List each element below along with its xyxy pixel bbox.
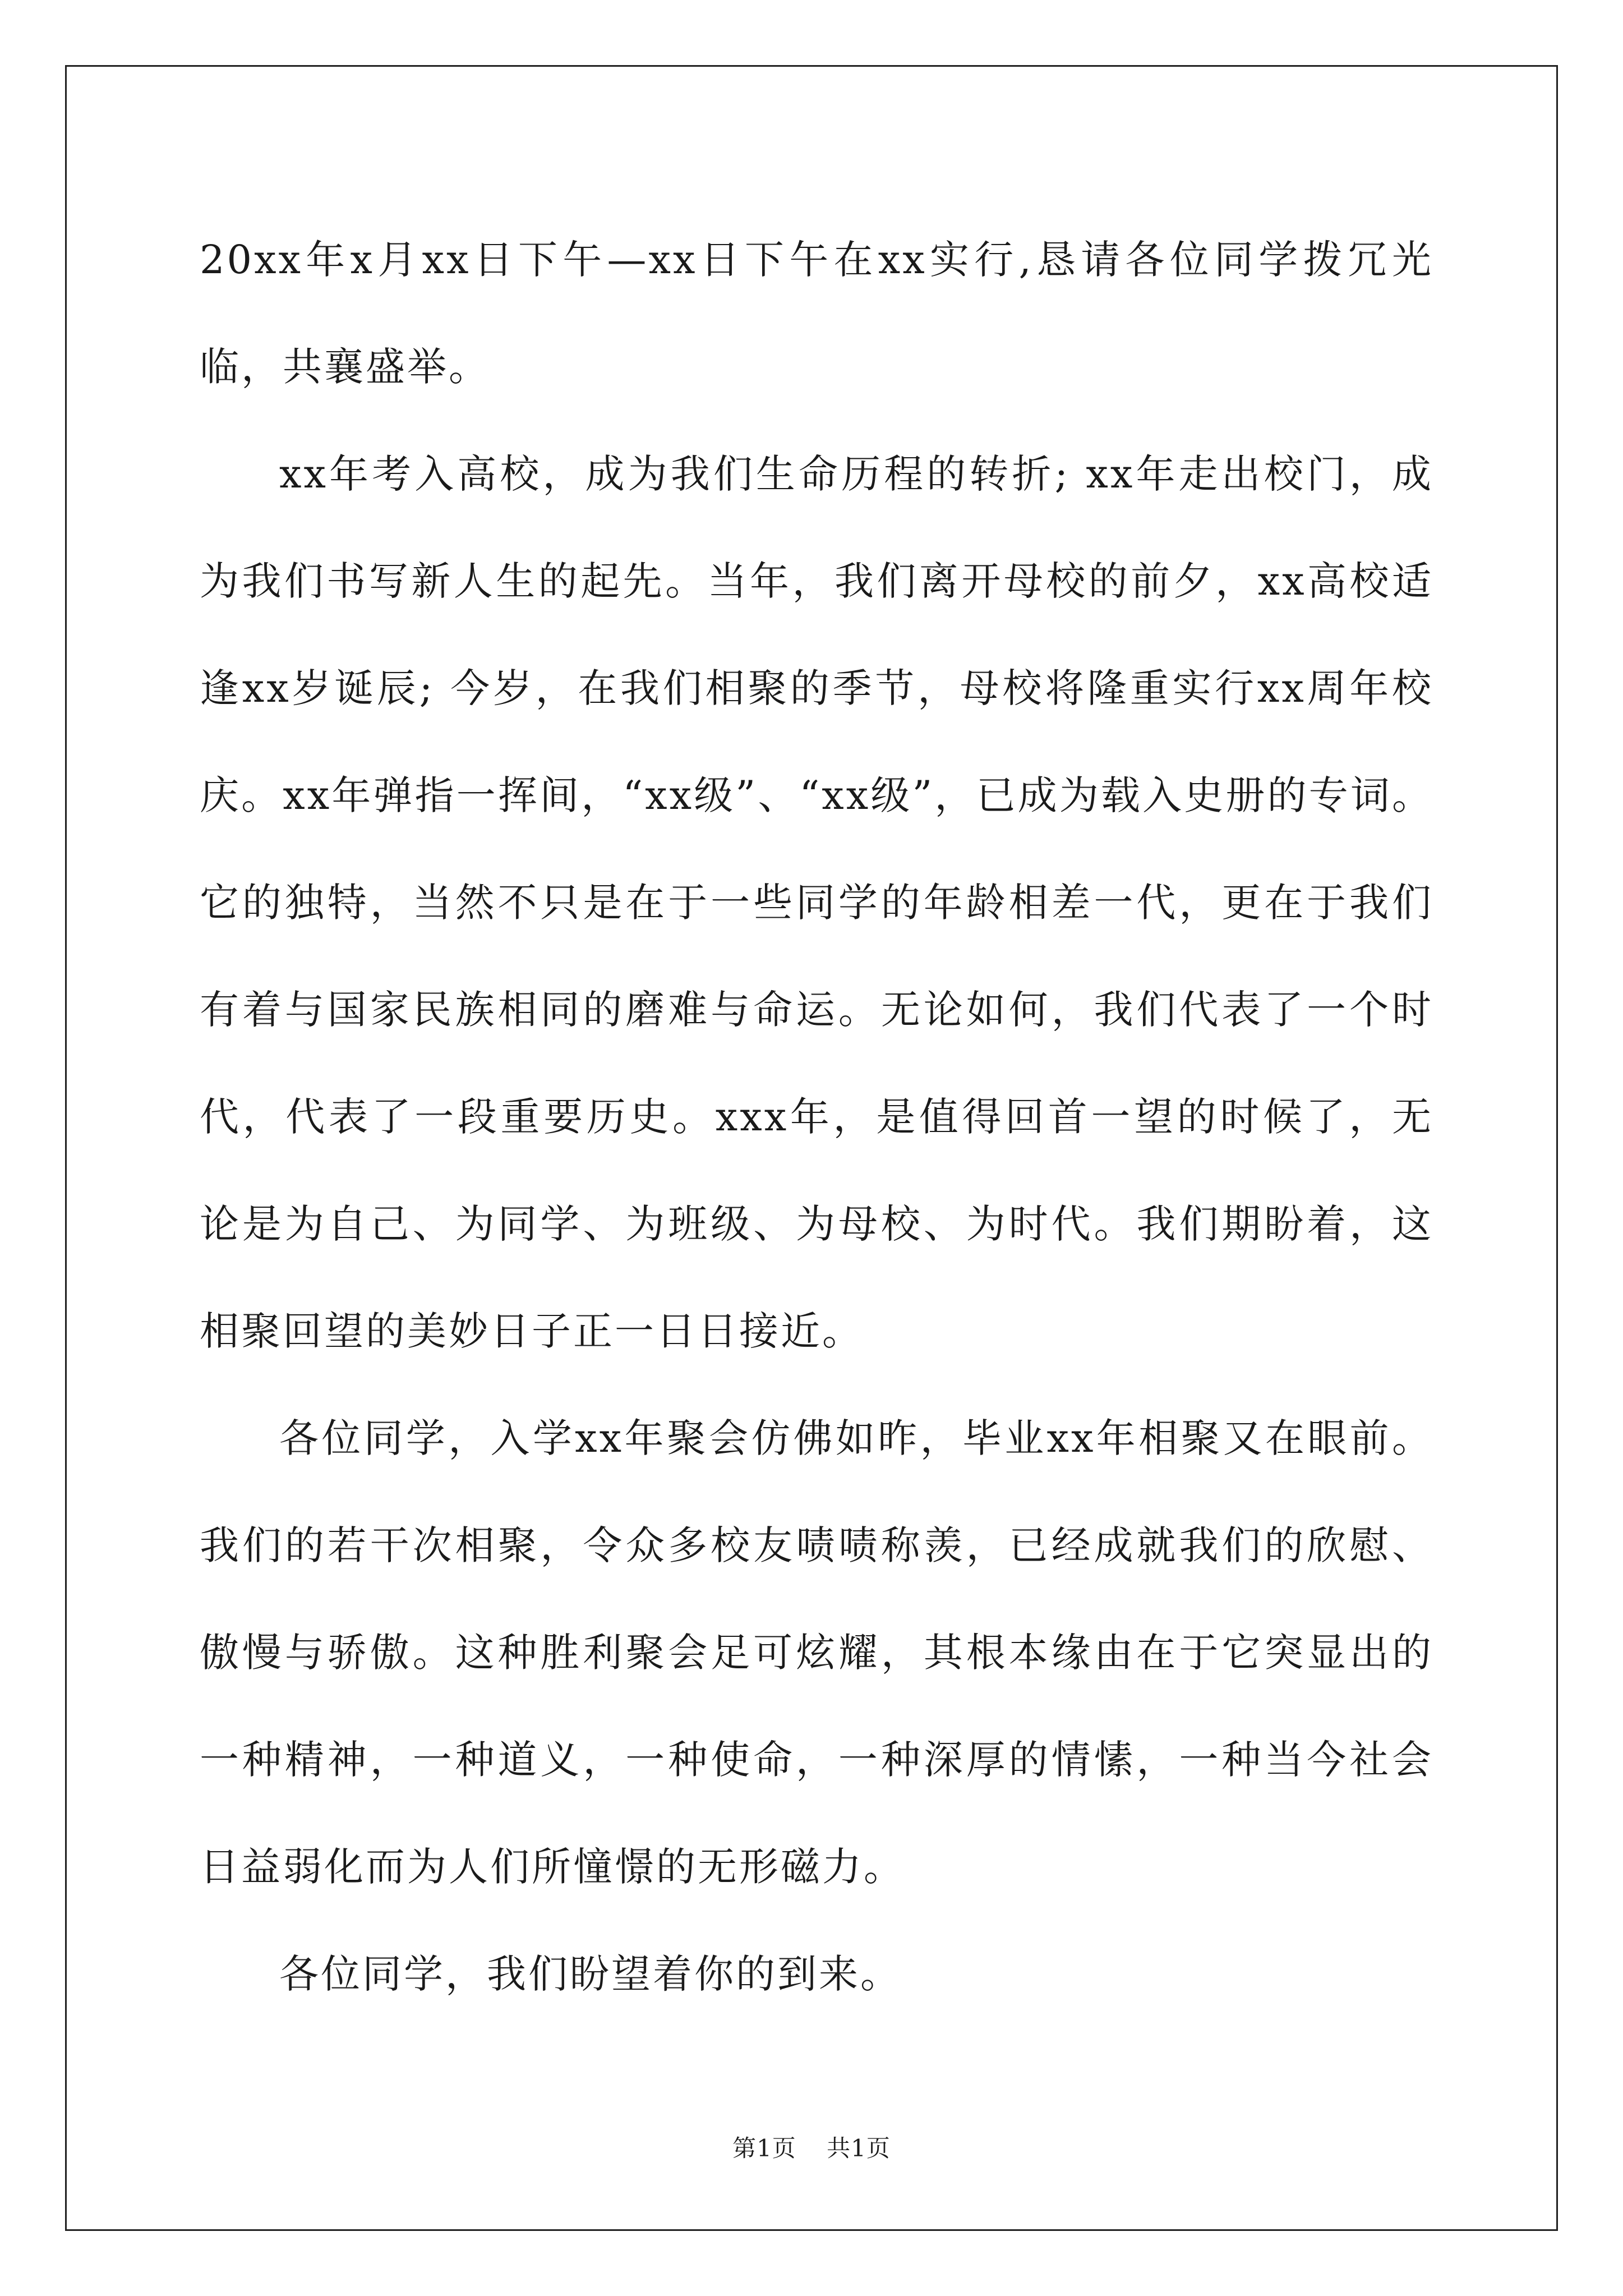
page-total: 共1页 — [827, 2134, 891, 2162]
page-footer — [0, 2132, 1623, 2165]
paragraph-4: 各位同学，我们盼望着你的到来。 — [279, 1951, 902, 1997]
document-body — [200, 206, 1433, 2028]
page-number: 第1页 — [732, 2134, 796, 2162]
paragraph-1: 20xx年x月xx日下午—xx日下午在xx实行,恳请各位同学拨冗光临，共襄盛举。 — [200, 237, 1433, 390]
paragraph-3: 各位同学，入学xx年聚会仿佛如昨，毕业xx年相聚又在眼前。我们的若干次相聚，令众多校友啧啧称羡，已经成就我们的欣慰、傲慢与骄傲。这种胜利聚会足可炫耀，其根本缘由在于它突显出的一种精神，一种道义，一种使命，一种深厚的情愫，一种当今社会日益弱化而为人们所憧憬的无形磁力。 — [200, 1415, 1433, 1890]
paragraph-2: xx年考入高校，成为我们生命历程的转折; xx年走出校门，成为我们书写新人生的起先。当年，我们离开母校的前夕，xx高校适逢xx岁诞辰; 今岁，在我们相聚的季节，母校将隆重实行xx周年校庆。xx年弹指一挥间，“xx级”、“xx级”，已成为载入史册的专词。它的独特，当然不只是在于一些同学的年龄相差一代，更在于我们有着与国家民族相同的磨难与命运。无论如何，我们代表了一个时代，代表了一段重要历史。xxx年，是值得回首一望的时候了，无论是为自己、为同学、为班级、为母校、为时代。我们期盼着，这相聚回望的美妙日子正一日日接近。 — [200, 451, 1433, 1354]
